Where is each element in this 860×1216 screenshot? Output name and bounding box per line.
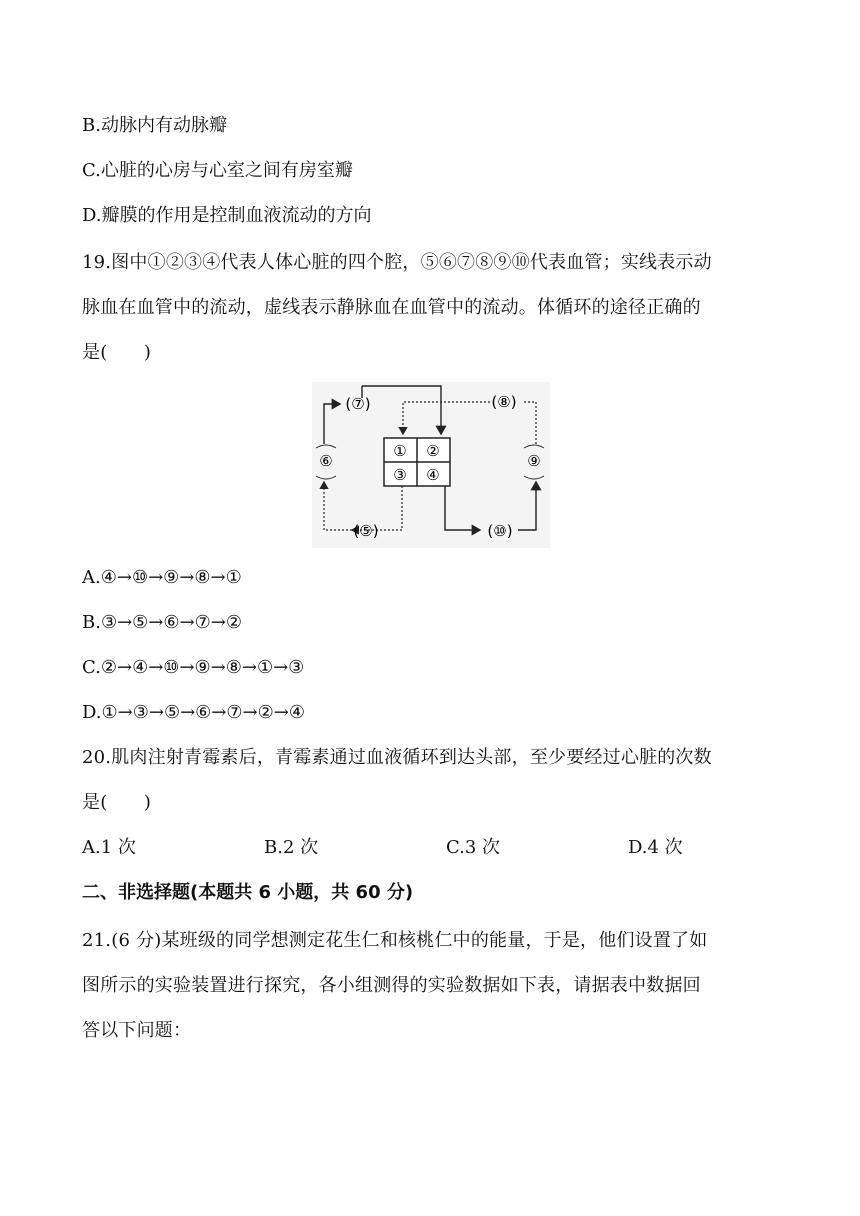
q19-option-b: B.③→⑤→⑥→⑦→② (82, 612, 242, 633)
q20-option-b: B.2 次 (264, 837, 319, 858)
q20-option-c: C.3 次 (446, 837, 501, 858)
q19-stem-line1: 19.图中①②③④代表人体心脏的四个腔，⑤⑥⑦⑧⑨⑩代表血管；实线表示动 (82, 252, 712, 273)
chamber-2-label: ② (426, 442, 440, 460)
q18-option-b: B.动脉内有动脉瓣 (82, 115, 227, 136)
q20-stem-line2: 是( ) (82, 792, 152, 813)
q21-line2: 图所示的实验装置进行探究，各小组测得的实验数据如下表，请据表中数据回 (82, 975, 701, 996)
q19-option-d: D.①→③→⑤→⑥→⑦→②→④ (82, 702, 305, 723)
q20-option-a: A.1 次 (82, 837, 136, 858)
vessel-8-label: (⑧) (491, 393, 517, 411)
vessel-10-label: (⑩) (487, 522, 513, 540)
q20-option-d: D.4 次 (628, 837, 683, 858)
q18-option-d: D.瓣膜的作用是控制血液流动的方向 (82, 205, 372, 226)
vessel-7-label: (⑦) (345, 395, 371, 413)
q21-line3: 答以下问题： (82, 1020, 192, 1041)
heart-circulation-diagram (312, 382, 550, 548)
section2-title: 二、非选择题(本题共 6 小题，共 60 分) (82, 882, 414, 903)
vessel-5-label: (⑤) (353, 522, 379, 540)
vessel-9-label: ⑨ (527, 452, 541, 470)
q19-stem-line3: 是( ) (82, 342, 152, 363)
vessel-6-label: ⑥ (319, 452, 333, 470)
q19-option-c: C.②→④→⑩→⑨→⑧→①→③ (82, 657, 305, 678)
q21-line1: 21.(6 分)某班级的同学想测定花生仁和核桃仁中的能量，于是，他们设置了如 (82, 930, 708, 951)
chamber-1-label: ① (393, 442, 407, 460)
chamber-3-label: ③ (393, 466, 407, 484)
q18-option-c: C.心脏的心房与心室之间有房室瓣 (82, 160, 353, 181)
chamber-4-label: ④ (426, 466, 440, 484)
q20-stem-line1: 20.肌肉注射青霉素后，青霉素通过血液循环到达头部，至少要经过心脏的次数 (82, 747, 712, 768)
q19-stem-line2: 脉血在血管中的流动，虚线表示静脉血在血管中的流动。体循环的途径正确的 (82, 297, 701, 318)
q19-option-a: A.④→⑩→⑨→⑧→① (82, 567, 242, 588)
